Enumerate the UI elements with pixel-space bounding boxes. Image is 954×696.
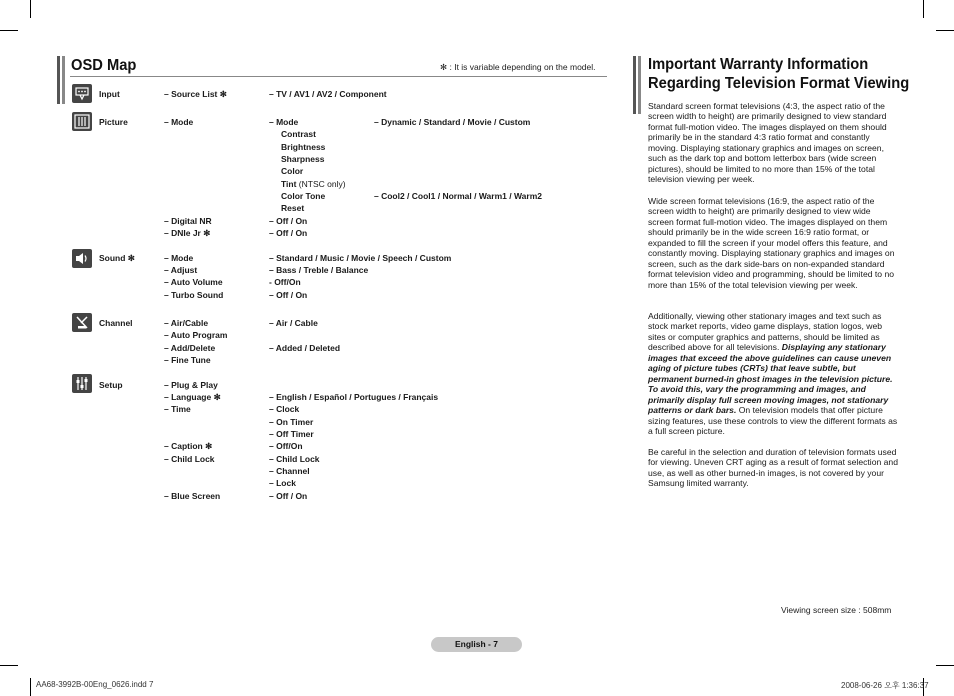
crop-mark (936, 665, 954, 666)
menu-value: – Air / Cable (269, 318, 318, 328)
menu-value: Reset (281, 203, 305, 213)
menu-value: - Off/On (269, 277, 301, 287)
warranty-paragraph-1: Standard screen format televisions (4:3, the aspect ratio of the screen width to height) are primarily designed to view standard format full-motion video. The images displayed on them should primarily be in the standard 4:3 ratio format and constantly moving. Displaying stationary graphics and images on screen, such as the dark top and bottom letterbox bars (wide screen pictures), should be limited to no more than 15% of the total television viewing per week. (648, 101, 887, 185)
channel-icon (72, 313, 92, 332)
section-label-setup: Setup (99, 380, 123, 390)
menu-item: – Turbo Sound (164, 290, 224, 300)
menu-value: – TV / AV1 / AV2 / Component (269, 89, 387, 99)
menu-value: – Bass / Treble / Balance (269, 265, 369, 275)
title-bar (62, 56, 65, 104)
menu-value: Color Tone (281, 191, 326, 201)
sound-icon (72, 249, 92, 268)
crop-mark (0, 30, 18, 31)
section-label-input: Input (99, 89, 120, 99)
section-label-picture: Picture (99, 117, 128, 127)
warranty-paragraph-3 (648, 311, 898, 436)
warranty-paragraph-4: Be careful in the selection and duration of television formats used for viewing. Uneven CRT aging as a result of format selection and use, as well as other burned-in images, is not covered by your Samsung limited warranty. (648, 447, 898, 489)
menu-item: – Mode (164, 253, 194, 263)
tint-note: (NTSC only) (296, 179, 346, 189)
menu-value: – Off / On (269, 290, 308, 300)
menu-item: – Source List ✻ (164, 89, 227, 99)
menu-value: – Standard / Music / Movie / Speech / Custom (269, 253, 452, 263)
menu-value: – Child Lock (269, 454, 320, 464)
paragraph-3-text: Additionally, viewing other stationary images and text such as stock market reports, video game displays, station logos, web sites or computer graphics and patterns, should be limited as described above for all televisions. (648, 311, 883, 353)
title-bar (638, 56, 641, 114)
menu-value: – Off / On (269, 228, 308, 238)
menu-value: – Off / On (269, 216, 308, 226)
setup-icon (72, 374, 92, 393)
menu-item: – Plug & Play (164, 380, 218, 390)
menu-item: – Adjust (164, 265, 198, 275)
menu-item: – DNIe Jr ✻ (164, 228, 211, 238)
menu-value: – Added / Deleted (269, 343, 341, 353)
tint-label: Tint (281, 179, 297, 189)
menu-value: – Off/On (269, 441, 303, 451)
menu-value: Sharpness (281, 154, 325, 164)
file-info: AA68-3992B-00Eng_0626.indd 7 (36, 680, 154, 689)
warranty-title-line2: Regarding Television Format Viewing (648, 75, 910, 92)
menu-value: – Lock (269, 478, 296, 488)
menu-value: – Clock (269, 404, 300, 414)
menu-item: – Time (164, 404, 191, 414)
picture-icon (72, 112, 92, 131)
paragraph-3-emphasis: Displaying any stationary images that exceed the above guidelines can cause uneven aging of picture tubes (CRTs) that leave subtle, but permanent burned-in ghost images in the television picture. To avoid this, vary the programming and images, and primarily display full screen moving images, not stationary patterns or dark bars. (648, 342, 893, 416)
menu-item: – Digital NR (164, 216, 212, 226)
menu-subvalue: – Cool2 / Cool1 / Normal / Warm1 / Warm2 (374, 191, 542, 201)
warranty-title-line1: Important Warranty Information (648, 56, 869, 73)
menu-item: – Auto Volume (164, 277, 223, 287)
header-rule (70, 76, 607, 77)
menu-value: – Off / On (269, 491, 308, 501)
menu-value: – English / Español / Portugues / Français (269, 392, 439, 402)
date-info: 2008-06-26 오후 1:36:37 (841, 681, 929, 690)
osd-map-title: OSD Map (71, 57, 137, 74)
menu-item: – Fine Tune (164, 355, 211, 365)
crop-mark (0, 665, 18, 666)
menu-value: Color (281, 166, 304, 176)
crop-mark (936, 30, 954, 31)
crop-mark (923, 0, 924, 18)
menu-item: – Air/Cable (164, 318, 209, 328)
menu-value: Contrast (281, 129, 316, 139)
section-label-channel: Channel (99, 318, 133, 328)
page-number-badge: English - 7 (431, 637, 522, 652)
menu-subvalue: – Dynamic / Standard / Movie / Custom (374, 117, 531, 127)
menu-item: – Blue Screen (164, 491, 221, 501)
menu-item: – Child Lock (164, 454, 215, 464)
screen-size-note: Viewing screen size : 508mm (781, 605, 892, 615)
menu-value: – On Timer (269, 417, 314, 427)
menu-value: – Off Timer (269, 429, 314, 439)
title-bar (633, 56, 636, 114)
section-label-sound: Sound ✻ (99, 253, 135, 263)
menu-item: – Language ✻ (164, 392, 221, 402)
menu-value (281, 179, 346, 190)
paragraph-3-tail: On television models that offer picture sizing features, use these controls to view the different formats as a full screen picture. (648, 405, 898, 436)
menu-value: – Channel (269, 466, 310, 476)
crop-mark (30, 0, 31, 18)
title-bar (57, 56, 60, 104)
crop-mark (30, 678, 31, 696)
warranty-paragraph-2: Wide screen format televisions (16:9, the aspect ratio of the screen width to height) are primarily designed to view wide screen format full-motion video. The images displayed on them should primarily be in the wide screen 16:9 ratio format, or expanded to fill the screen if your model offers this feature, and constantly moving. Displaying stationary graphics and images on screen, such as the dark side-bars on non-expanded standard format television video and programming, should be limited to no more than 15% of the total television viewing per week. (648, 196, 895, 290)
menu-value: – Mode (269, 117, 299, 127)
menu-item: – Caption ✻ (164, 441, 213, 451)
menu-item: – Auto Program (164, 330, 228, 340)
input-icon (72, 84, 92, 103)
menu-item: – Mode (164, 117, 194, 127)
variable-note: ✻ : It is variable depending on the model. (440, 62, 596, 72)
menu-item: – Add/Delete (164, 343, 216, 353)
menu-value: Brightness (281, 142, 326, 152)
